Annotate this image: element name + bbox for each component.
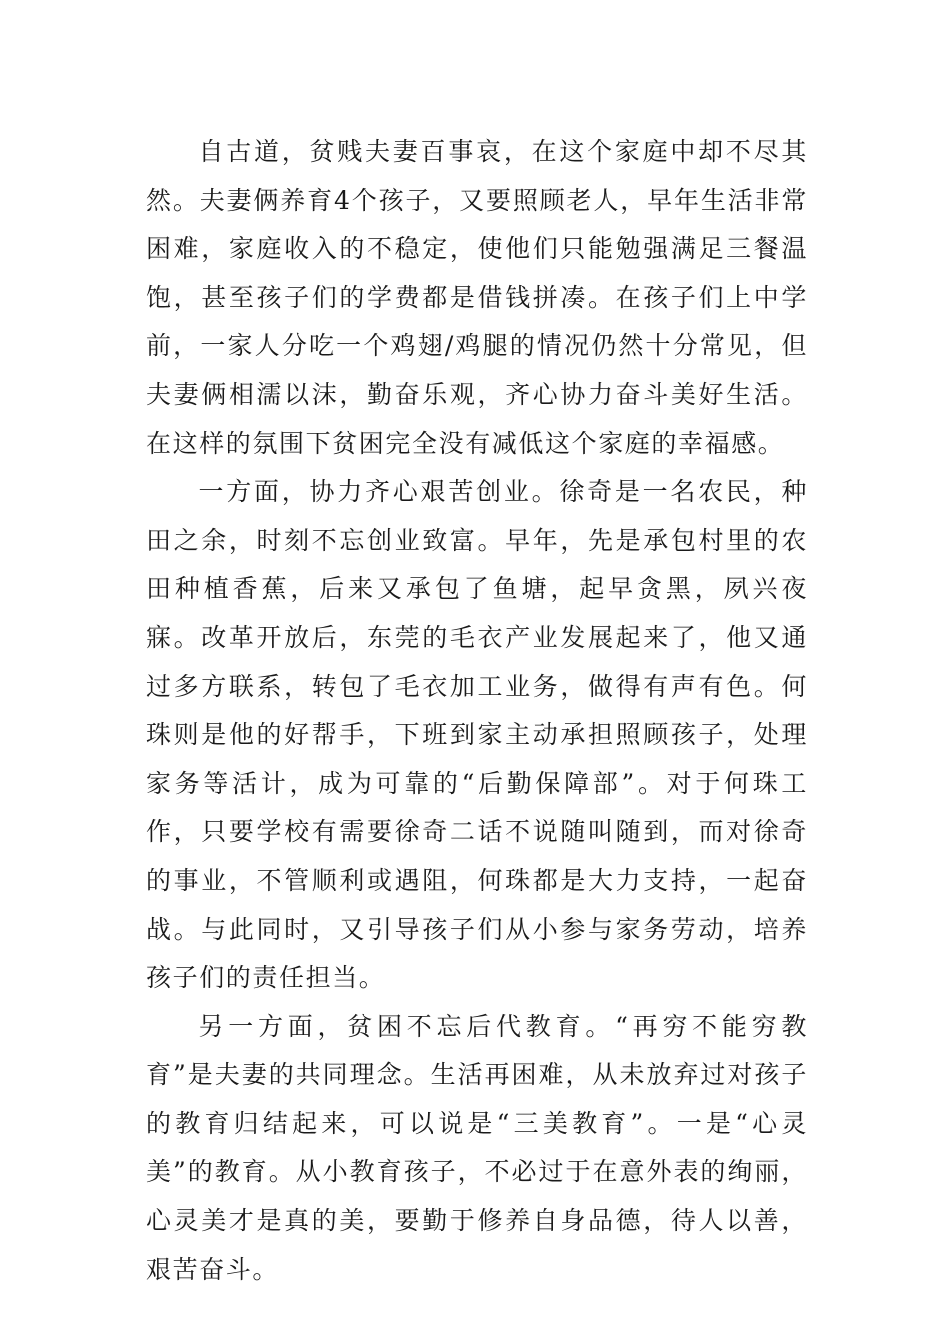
paragraph-poverty-happiness: 自古道，贫贱夫妻百事哀，在这个家庭中却不尽其然。夫妻俩养育4个孩子，又要照顾老人，早年生活非常困难，家庭收入的不稳定，使他们只能勉强满足三餐温饱，甚至孩子们的学费都是借钱拼凑。在孩子们上中学前，一家人分吃一个鸡翅/鸡腿的情况仍然十分常见，但夫妻俩相濡以沫，勤奋乐观，齐心协力奋斗美好生活。在这样的氛围下贫困完全没有减低这个家庭的幸福感。 [146,137,808,458]
paragraph-education: 另一方面，贫困不忘后代教育。“再穷不能穷教育”是夫妻的共同理念。生活再困难，从未放弃过对孩子的教育归结起来，可以说是“三美教育”。一是“心灵美”的教育。从小教育孩子，不必过于在意外表的绚丽，心灵美才是真的美，要勤于修养自身品德，待人以善，艰苦奋斗。 [146,1011,808,1284]
paragraph-joint-entrepreneurship: 一方面，协力齐心艰苦创业。徐奇是一名农民，种田之余，时刻不忘创业致富。早年，先是承包村里的农田种植香蕉，后来又承包了鱼塘，起早贪黑，夙兴夜寐。改革开放后，东莞的毛衣产业发展起来了，他又通过多方联系，转包了毛衣加工业务，做得有声有色。何珠则是他的好帮手，下班到家主动承担照顾孩子，处理家务等活计，成为可靠的“后勤保障部”。对于何珠工作，只要学校有需要徐奇二话不说随叫随到，而对徐奇的事业，不管顺利或遇阻，何珠都是大力支持，一起奋战。与此同时，又引导孩子们从小参与家务劳动，培养孩子们的责任担当。 [146,477,808,993]
body-text [146,128,808,1294]
